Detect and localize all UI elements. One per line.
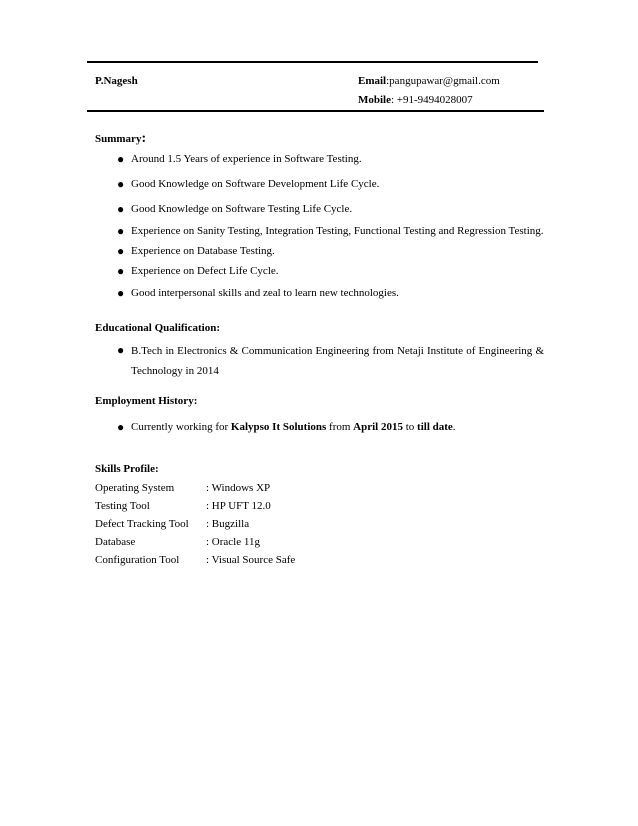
skill-row — [95, 482, 495, 498]
skill-row — [95, 536, 495, 552]
skill-value: : Windows XP — [206, 482, 271, 494]
company-name: Kalypso It Solutions — [230, 421, 327, 433]
email-line — [358, 75, 500, 87]
education-heading: Educational Qualification: — [95, 322, 220, 334]
bullet-icon: ● — [117, 202, 125, 216]
employment-end: till date — [417, 421, 453, 433]
summary-heading-colon: : — [141, 131, 147, 146]
bullet-icon: ● — [117, 177, 125, 191]
summary-heading-text: Summary — [95, 133, 142, 145]
bullet-icon: ● — [117, 244, 125, 258]
skill-value: : Visual Source Safe — [206, 554, 296, 566]
employment-period: . — [452, 421, 456, 433]
email-value: :pangupawar@gmail.com — [386, 75, 500, 87]
skills-heading: Skills Profile: — [95, 463, 159, 475]
summary-item-text: Good Knowledge on Software Development Life Cycle. — [131, 178, 380, 190]
employment-prefix: Currently working for — [131, 421, 231, 433]
skill-label: Testing Tool — [95, 500, 150, 512]
summary-item-text: Experience on Sanity Testing, Integration Testing, Functional Testing and Regression Testing. — [131, 225, 544, 237]
summary-item-text: Good interpersonal skills and zeal to learn new technologies. — [131, 287, 399, 299]
skill-label: Database — [95, 536, 136, 548]
summary-item-text: Good Knowledge on Software Testing Life Cycle. — [131, 203, 353, 215]
candidate-name: P.Nagesh — [95, 75, 138, 87]
summary-item-text: Around 1.5 Years of experience in Software Testing. — [131, 153, 362, 165]
skill-label: Configuration Tool — [95, 554, 180, 566]
skill-row — [95, 500, 495, 516]
bullet-icon: ● — [117, 264, 125, 278]
bullet-icon: ● — [117, 286, 125, 300]
employment-item — [131, 421, 456, 433]
email-label: Email — [358, 75, 387, 87]
employment-from: from — [326, 421, 354, 433]
employment-start: April 2015 — [353, 421, 403, 433]
bullet-icon: ● — [117, 420, 125, 434]
summary-item-text: Experience on Defect Life Cycle. — [131, 265, 279, 277]
summary-heading — [95, 131, 146, 147]
skill-value: : Bugzilla — [206, 518, 250, 530]
skill-row — [95, 554, 495, 570]
bullet-icon: ● — [117, 343, 125, 357]
header-rule — [87, 110, 544, 112]
top-rule — [87, 61, 538, 63]
summary-item-text: Experience on Database Testing. — [131, 245, 275, 257]
bullet-icon: ● — [117, 224, 125, 238]
mobile-line — [358, 94, 473, 106]
employment-to: to — [402, 421, 418, 433]
skill-value: : Oracle 11g — [206, 536, 260, 548]
skill-row — [95, 518, 495, 534]
education-item: B.Tech in Electronics & Communication Engineering from Netaji Institute of Engineering & Technology in 2014 — [131, 345, 544, 377]
skill-value: : HP UFT 12.0 — [206, 500, 271, 512]
skill-label: Defect Tracking Tool — [95, 518, 189, 530]
bullet-icon: ● — [117, 152, 125, 166]
mobile-value: : +91-9494028007 — [391, 94, 473, 106]
employment-heading: Employment History: — [95, 395, 198, 407]
mobile-label: Mobile — [358, 94, 391, 106]
skill-label: Operating System — [95, 482, 175, 494]
